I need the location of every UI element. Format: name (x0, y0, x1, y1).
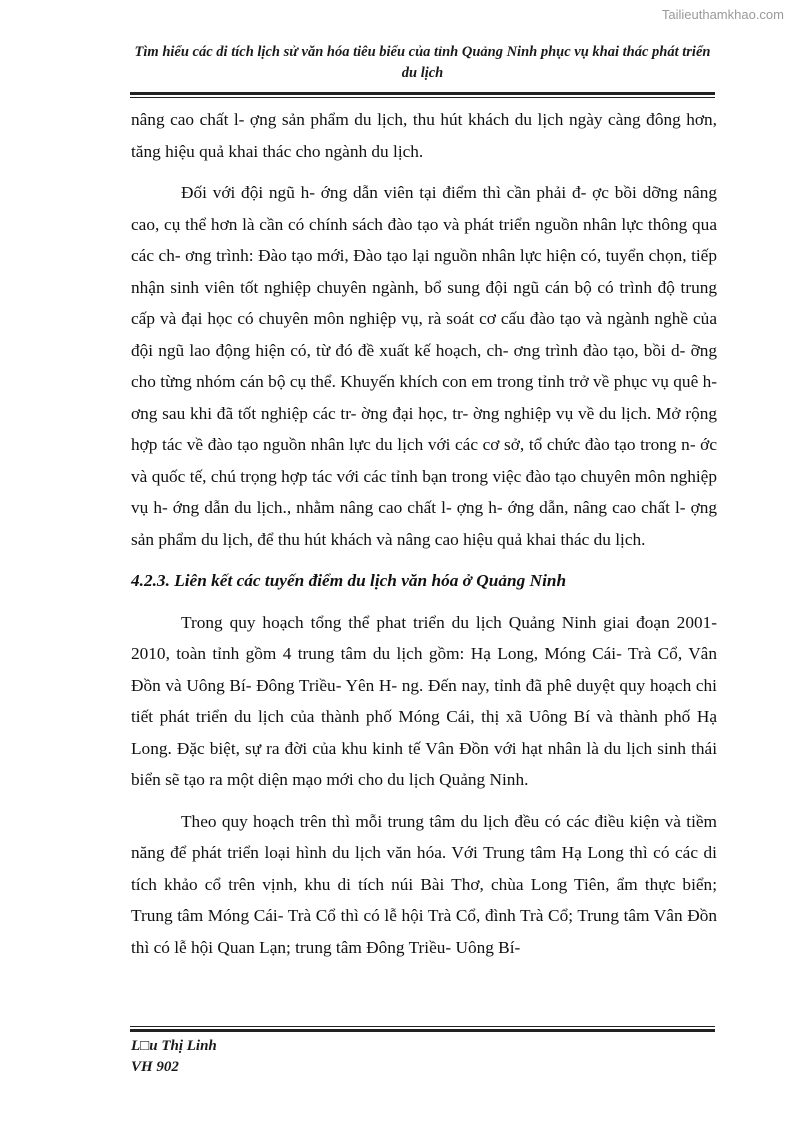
section-heading-4-2-3: 4.2.3. Liên kết các tuyến điểm du lịch văn hóa ở Quảng Ninh (131, 571, 567, 590)
paragraph-master-plan: Trong quy hoạch tổng thể phat triển du lịch Quảng Ninh giai đoạn 2001- 2010, toàn tỉnh gồm 4 trung tâm du lịch gồm: Hạ Long, Móng Cái- Trà Cổ, Vân Đồn và Uông Bí- Đông Triều- Yên H- ng. Đến nay, tỉnh đã phê duyệt quy hoạch chi tiết phát triển du lịch của thành phố Móng Cái, thị xã Uông Bí và thành phố Hạ Long. Đặc biệt, sự ra đời của khu kinh tế Vân Đồn với hạt nhân là du lịch sinh thái biển sẽ tạo ra một diện mạo mới cho du lịch Quảng Ninh. (131, 612, 717, 789)
document-body (131, 104, 717, 963)
page-footer (131, 1036, 217, 1078)
footer-author: L□u Thị Linh (131, 1038, 217, 1054)
footer-rule-thick (130, 1029, 715, 1032)
header-rule-thin (130, 97, 715, 98)
page-header-title: Tìm hiểu các di tích lịch sử văn hóa tiêu biểu của tỉnh Quảng Ninh phục vụ khai thác phát triển du lịch (134, 44, 711, 81)
footer-rule-thin (130, 1026, 715, 1027)
paragraph-continuation: nâng cao chất l- ợng sản phẩm du lịch, thu hút khách du lịch ngày càng đông hơn, tăng hiệu quả khai thác cho ngành du lịch. (131, 110, 717, 161)
watermark-text: Tailieuthamkhao.com (661, 7, 784, 22)
header-rule-thick (130, 92, 715, 95)
footer-class-code: VH 902 (131, 1059, 179, 1075)
paragraph-guide-training: Đối với đội ngũ h- ớng dẫn viên tại điểm thì cần phải đ- ợc bồi dỡng nâng cao, cụ thể hơn là cần có chính sách đào tạo và phát triển nguồn nhân lực thông qua các ch- ơng trình: Đào tạo mới, Đào tạo lại nguồn nhân lực hiện có, tuyển chọn, tiếp nhận sinh viên tốt nghiệp chuyên ngành, bổ sung đội ngũ cán bộ có trình độ trung cấp và đại học có chuyên môn nghiệp vụ, rà soát cơ cấu đào tạo và ngành nghề của đội ngũ lao động hiện có, từ đó đề xuất kế hoạch, ch- ơng trình đào tạo, bồi d- ỡng cho từng nhóm cán bộ cụ thể. Khuyến khích con em trong tỉnh trở về phục vụ quê h- ơng sau khi đã tốt nghiệp các tr- ờng đại học, tr- ờng nghiệp vụ về du lịch. Mở rộng hợp tác về đào tạo nguồn nhân lực du lịch với các cơ sở, tổ chức đào tạo trong n- ớc và quốc tế, chú trọng hợp tác với các tỉnh bạn trong việc đào tạo chuyên môn nghiệp vụ h- ớng dẫn du lịch., nhằm nâng cao chất l- ợng h- ớng dẫn, nâng cao chất l- ợng sản phẩm du lịch, để thu hút khách và nâng cao hiệu quả khai thác du lịch. (131, 183, 717, 549)
paragraph-tourism-centers: Theo quy hoạch trên thì mỗi trung tâm du lịch đều có các điều kiện và tiềm năng để phát triển loại hình du lịch văn hóa. Với Trung tâm Hạ Long thì có các di tích khảo cổ trên vịnh, khu di tích núi Bài Thơ, chùa Long Tiên, ẩm thực biển; Trung tâm Móng Cái- Trà Cổ thì có lễ hội Trà Cổ, đình Trà Cổ; Trung tâm Vân Đồn thì có lễ hội Quan Lạn; trung tâm Đông Triều- Uông Bí- (131, 811, 717, 957)
